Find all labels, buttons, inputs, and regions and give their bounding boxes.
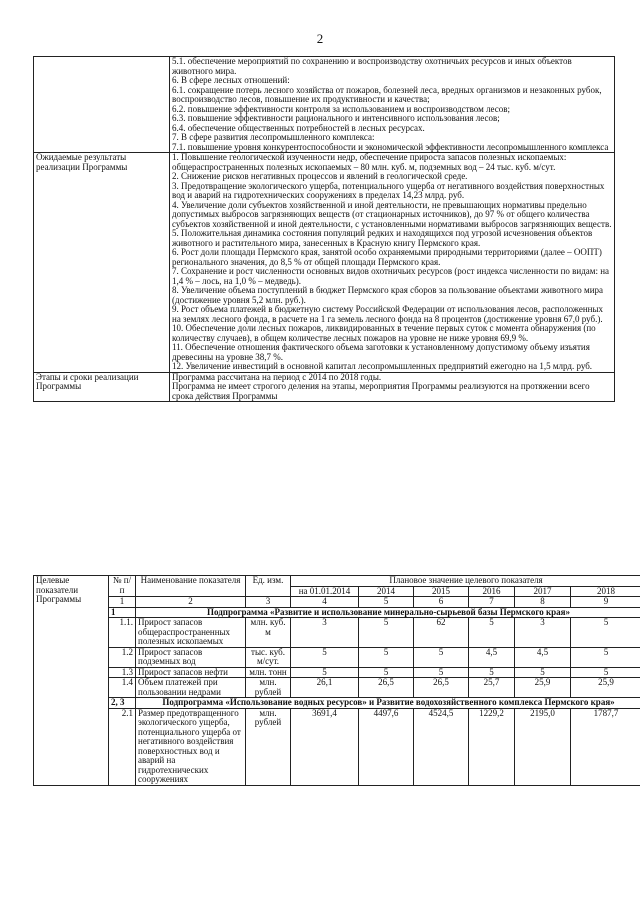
indicator-value: 26,5 [414,678,469,698]
indicators-colnum-row [34,597,640,608]
target-indicators-table [33,575,640,786]
column-number: 9 [571,597,640,608]
passport-line: 11. Обеспечение отношения фактического объема заготовки к установленному допустимому объему изъятия древесины на уровне 38,7 %. [172,342,590,362]
passport-line: 6. Рост доли площади Пермского края, занятой особо охраняемыми природными территориями (далее – ООПТ) регионального значения, до 8,5 % от общей площади Пермского края. [172,247,602,267]
indicator-row [34,667,640,678]
indicator-value: 26,1 [291,678,359,698]
indicator-value: 4497,6 [359,708,414,785]
indicator-name: Объем платежей при пользовании недрами [136,678,246,698]
subprogram-row [34,607,640,618]
indicator-value: 5 [515,667,571,678]
column-number: 6 [414,597,469,608]
column-number: 1 [109,597,136,608]
indicator-unit: млн. куб. м [246,618,291,648]
indicator-name: Прирост запасов подземных вод [136,647,246,667]
passport-row [34,57,615,153]
header-year: 2017 [515,586,571,597]
passport-line: 3. Предотвращение экологического ущерба, потенциального ущерба от негативного воздействия поверхностных вод и аварий на гидротехнических сооружениях в пределах 14,23 млрд. руб. [172,180,605,200]
indicator-value: 4524,5 [414,708,469,785]
column-number: 3 [246,597,291,608]
passport-row-label: Ожидаемые результаты реализации Программы [34,153,170,373]
indicator-num: 1.3 [109,667,136,678]
indicator-name: Размер предотвращенного экологического ущерба, потенциального ущерба от негативного воздействия поверхностных вод и аварий на гидротехнических сооружениях [136,708,246,785]
header-year: на 01.01.2014 [291,586,359,597]
indicator-row [34,618,640,648]
indicator-value: 5 [571,647,640,667]
indicator-value: 4,5 [515,647,571,667]
header-year: 2015 [414,586,469,597]
passport-line: Программа рассчитана на период с 2014 по 2018 годы. [172,371,382,382]
passport-line: 7.1. повышение уровня конкурентоспособности и экономической эффективности лесопромышленного комплекса [172,141,609,152]
indicator-value: 1787,7 [571,708,640,785]
indicator-value: 5 [571,667,640,678]
indicator-value: 4,5 [469,647,515,667]
passport-line: 9. Рост объема платежей в бюджетную систему Российской Федерации от использования лесов, расположенных на землях лесного фонда, в расчете на 1 га земель лесного фонда на 8 процентов (достижение уровня 67,0 руб.). [172,304,604,324]
indicator-value: 3691,4 [291,708,359,785]
indicator-value: 5 [359,667,414,678]
passport-line: Программа не имеет строгого деления на этапы, мероприятия Программы реализуются на протяжении всего срока действия Программы [172,381,590,401]
header-year: 2014 [359,586,414,597]
passport-row-content [170,372,615,402]
passport-line: 6.4. обеспечение общественных потребностей в лесных ресурсах. [172,122,425,133]
indicator-value: 5 [469,667,515,678]
passport-line: 5. Положительная динамика состояния популяций редких и находящихся под угрозой исчезновения объектов животного и растительного мира, занесенных в Красную книгу Пермского края. [172,228,593,248]
indicator-unit: млн. рублей [246,678,291,698]
indicator-name: Прирост запасов нефти [136,667,246,678]
passport-line: 8. Увеличение объема поступлений в бюджет Пермского края сборов за пользование объектами животного мира (достижение уровня 5,2 млн. руб.). [172,285,604,305]
indicator-unit: млн. тонн [246,667,291,678]
passport-line: 1. Повышение геологической изученности недр, обеспечение прироста запасов полезных ископаемых: общераспространенных полезных ископаемых – 80 млн. куб. м, подземных вод – 24 тыс. куб. м/сут. [172,152,567,172]
header-year: 2018 [571,586,640,597]
indicator-value: 5 [291,667,359,678]
indicator-value: 5 [414,647,469,667]
indicator-value: 25,9 [515,678,571,698]
passport-line: 7. В сфере развития лесопромышленного комплекса: [172,132,375,142]
indicator-value: 62 [414,618,469,648]
passport-row [34,153,615,373]
indicators-header-row [34,576,640,587]
passport-line: 6. В сфере лесных отношений: [172,75,290,85]
indicator-value: 5 [291,647,359,667]
passport-row-label: Этапы и сроки реализации Программы [34,372,170,402]
subprogram-row [34,698,640,709]
passport-line: 7. Сохранение и рост численности основных видов охотничьих ресурсов (рост индекса численности по видам: на 1,4 % – лось, на 1,0 % – медведь). [172,266,610,286]
header-num: № п/п [109,576,136,597]
page-number: 2 [316,31,324,46]
passport-line: 10. Обеспечение доли лесных пожаров, ликвидированных в течение первых суток с момента обнаружения (по количеству случаев), в общем количестве лесных пожаров на уровне не ниже уровня 69,9 %. [172,323,596,343]
indicator-num: 1.2 [109,647,136,667]
indicator-row [34,678,640,698]
indicator-value: 3 [291,618,359,648]
indicator-row [34,708,640,785]
subprogram-num: 1 [109,607,136,618]
indicator-value: 25,7 [469,678,515,698]
column-number: 2 [136,597,246,608]
header-plan: Плановое значение целевого показателя [291,576,640,587]
indicator-value: 5 [359,618,414,648]
passport-line: 4. Увеличение доли субъектов хозяйственной и иной деятельности, не превышающих нормативы предельно допустимых выбросов загрязняющих веществ (от стационарных источников), до 97 % от общего количества субъектов хозяйственной и иной деятельности, с установленными нормативами выбросов загрязняющих веществ. [172,199,612,229]
passport-row-label [34,57,170,153]
program-passport-table [33,56,615,402]
header-unit: Ед. изм. [246,576,291,597]
indicator-value: 3 [515,618,571,648]
passport-row-content [170,57,615,153]
passport-line: 6.3. повышение эффективности рационального и интенсивного использования лесов; [172,113,500,123]
indicator-value: 26,5 [359,678,414,698]
passport-line: 2. Снижение рисков негативных процессов и явлений в геологической среде. [172,171,468,181]
indicator-value: 25,9 [571,678,640,698]
subprogram-num: 2, 3 [109,698,136,709]
column-number: 7 [469,597,515,608]
indicator-value: 1229,2 [469,708,515,785]
subprogram-title: Подпрограмма «Развитие и использование минерально-сырьевой базы Пермского края» [136,607,640,618]
passport-line: 12. Увеличение инвестиций в основной капитал лесопромышленных предприятий ежегодно на 1,5 млрд. руб. [172,361,593,371]
column-number: 4 [291,597,359,608]
indicator-num: 1.1. [109,618,136,648]
indicator-value: 5 [469,618,515,648]
header-name: Наименование показателя [136,576,246,597]
passport-line: 6.1. сокращение потерь лесного хозяйства от пожаров, болезней леса, вредных организмов и незаконных рубок, воспроизводство лесов, повышение их продуктивности и качества; [172,84,602,104]
indicator-num: 1.4 [109,678,136,698]
column-number: 8 [515,597,571,608]
indicator-value: 2195,0 [515,708,571,785]
passport-line: 5.1. обеспечение мероприятий по сохранению и воспроизводству охотничьих ресурсов и иных объектов животного мира. [172,56,572,76]
indicator-row [34,647,640,667]
indicator-unit: тыс. куб. м/сут. [246,647,291,667]
indicator-unit: млн. рублей [246,708,291,785]
passport-row-content [170,153,615,373]
indicator-value: 5 [359,647,414,667]
indicator-name: Прирост запасов общераспространенных полезных ископаемых [136,618,246,648]
header-year: 2016 [469,586,515,597]
passport-row [34,372,615,402]
passport-line: 6.2. повышение эффективности контроля за использованием и воспроизводством лесов; [172,103,511,114]
subprogram-title: Подпрограмма «Использование водных ресурсов» и Развитие водохозяйственного комплекса Пермского края» [136,698,640,709]
indicator-num: 2.1 [109,708,136,785]
indicator-value: 5 [571,618,640,648]
indicators-side-label: Целевые показатели Программы [34,576,109,786]
column-number: 5 [359,597,414,608]
indicator-value: 5 [414,667,469,678]
